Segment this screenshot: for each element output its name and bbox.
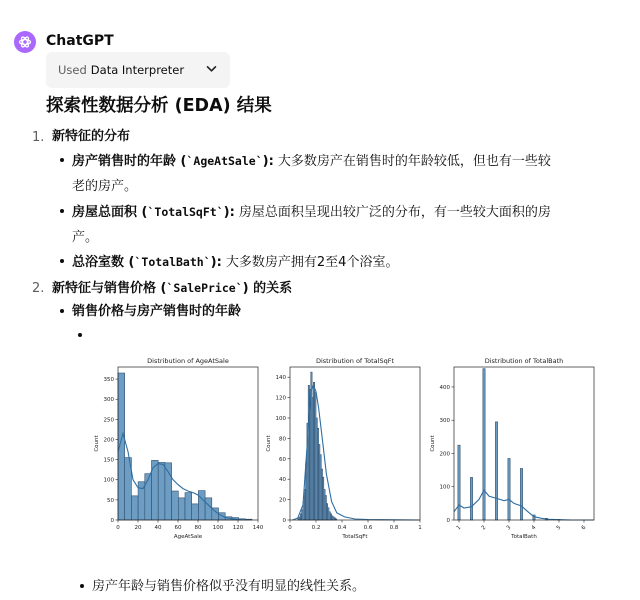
openai-logo-icon — [18, 35, 32, 49]
x-tick-label: 140 — [252, 525, 264, 531]
chatgpt-avatar — [14, 31, 36, 53]
item-code: `AgeAtSale` — [186, 154, 263, 168]
histogram-bar — [178, 498, 185, 520]
tool-prefix: Used — [58, 63, 87, 77]
list-number-1: 1. — [32, 130, 45, 145]
axes-frame — [454, 367, 594, 520]
histogram-bar — [131, 496, 138, 520]
chart-title: Distribution of TotalBath — [484, 357, 564, 365]
x-tick-label: 2 — [480, 524, 488, 532]
y-axis-label: Count — [430, 435, 436, 452]
item-label: 房产销售时的年龄 ( — [72, 154, 187, 169]
x-tick-label: 0.4 — [337, 525, 347, 531]
y-tick-label: 200 — [439, 451, 450, 458]
chevron-down-icon — [206, 65, 217, 73]
item-code: `TotalBath` — [134, 255, 211, 269]
item-text: 大多数房产拥有2至4个浴室。 — [221, 255, 399, 270]
section2-title-a: 新特征与销售价格 ( — [52, 281, 167, 296]
histogram-bar — [198, 491, 205, 520]
histogram-bar — [145, 474, 152, 520]
list-item — [72, 148, 551, 175]
x-tick-label: 60 — [174, 525, 182, 531]
x-tick-label: 1 — [418, 525, 422, 531]
bullet-dot — [60, 209, 64, 213]
bullet-dot — [80, 584, 84, 588]
item-close: ): — [210, 255, 222, 270]
x-axis-label: AgeAtSale — [173, 534, 203, 540]
relationship-note: 房产年龄与销售价格似乎没有明显的线性关系。 — [92, 579, 366, 594]
y-tick-label: 300 — [439, 418, 450, 425]
sender-name: ChatGPT — [46, 33, 114, 49]
section2-title — [52, 275, 292, 302]
item-close: ): — [223, 205, 235, 220]
x-tick-label: 20 — [134, 525, 142, 531]
y-tick-label: 0 — [282, 518, 286, 524]
y-tick-label: 0 — [110, 518, 114, 524]
x-tick-label: 0 — [116, 525, 120, 531]
y-tick-label: 400 — [439, 384, 450, 391]
y-tick-label: 40 — [279, 477, 286, 484]
y-tick-label: 250 — [103, 417, 114, 424]
section1-title: 新特征的分布 — [52, 129, 131, 144]
item-label: 总浴室数 ( — [72, 255, 135, 270]
y-tick-label: 100 — [103, 477, 114, 484]
list-item — [72, 249, 398, 276]
x-tick-label: 5 — [555, 524, 563, 532]
histogram-bar — [458, 445, 460, 520]
tool-name: Data Interpreter — [90, 63, 185, 77]
x-tick-label: 1 — [455, 524, 463, 532]
list-item — [72, 199, 551, 226]
y-axis-label: Count — [266, 435, 272, 452]
histogram-figure — [90, 352, 606, 547]
bullet-dot — [60, 158, 64, 162]
y-tick-label: 0 — [446, 518, 450, 524]
item-text-continued: 老的房产。 — [72, 179, 138, 194]
histogram-bar — [205, 498, 212, 520]
x-axis-label: TotalSqFt — [342, 534, 368, 540]
y-tick-label: 120 — [275, 395, 286, 402]
bullet-dot — [60, 309, 64, 313]
y-tick-label: 50 — [107, 497, 114, 504]
histogram-bar — [495, 422, 497, 520]
tool-usage-toggle[interactable] — [46, 52, 230, 88]
x-tick-label: 3 — [505, 524, 513, 532]
x-tick-label: 40 — [154, 525, 162, 531]
histogram-bar — [172, 491, 179, 520]
histogram-bar — [470, 477, 472, 520]
item-code: `TotalSqFt` — [147, 205, 224, 219]
y-tick-label: 350 — [103, 377, 114, 384]
section2-title-b: ) 的关系 — [242, 281, 293, 296]
item-label: 房屋总面积 ( — [72, 205, 148, 220]
y-tick-label: 100 — [439, 484, 450, 491]
y-tick-label: 300 — [103, 397, 114, 404]
y-axis-label: Count — [94, 435, 100, 452]
y-tick-label: 100 — [275, 416, 286, 422]
y-tick-label: 60 — [279, 456, 286, 463]
item-text-continued: 产。 — [72, 230, 99, 245]
list-number-2: 2. — [32, 281, 45, 296]
y-tick-label: 20 — [279, 497, 286, 504]
chart-panel-1 — [116, 367, 259, 523]
histogram-bar — [158, 462, 165, 520]
item-close: ): — [262, 154, 274, 169]
x-tick-label: 100 — [212, 525, 224, 531]
subsection-title: 销售价格与房产销售时的年龄 — [72, 304, 242, 319]
y-tick-label: 150 — [103, 457, 114, 464]
bullet-dot — [60, 259, 64, 263]
section-heading: 探索性数据分析 (EDA) 结果 — [46, 96, 272, 116]
x-tick-label: 80 — [194, 525, 202, 531]
histogram-bar — [520, 468, 522, 520]
chart-panel-3 — [452, 367, 595, 523]
histogram-bar — [192, 504, 199, 520]
x-tick-label: 0.2 — [311, 525, 321, 531]
x-tick-label: 6 — [580, 524, 588, 532]
histogram-bar — [483, 369, 485, 520]
chart-title: Distribution of AgeAtSale — [147, 357, 229, 365]
x-axis-label: TotalBath — [511, 534, 537, 540]
chart-panel-2 — [288, 367, 421, 523]
histogram-bar — [508, 458, 510, 520]
y-tick-label: 200 — [103, 437, 114, 444]
histogram-bar — [185, 493, 192, 520]
chart-title: Distribution of TotalSqFt — [315, 357, 395, 365]
item-text: 大多数房产在销售时的年龄较低，但也有一些较 — [273, 154, 551, 169]
item-text: 房屋总面积呈现出较广泛的分布，有一些较大面积的房 — [234, 205, 551, 220]
section2-title-code: `SalePrice` — [166, 281, 243, 295]
x-tick-label: 120 — [232, 525, 244, 531]
x-tick-label: 0.8 — [389, 525, 399, 531]
y-tick-label: 140 — [275, 375, 286, 382]
x-tick-label: 4 — [530, 524, 538, 532]
x-tick-label: 0.6 — [363, 525, 373, 531]
y-tick-label: 80 — [279, 436, 286, 443]
kde-line — [454, 490, 594, 520]
x-tick-label: 0 — [288, 525, 292, 531]
bullet-dot — [78, 333, 82, 337]
